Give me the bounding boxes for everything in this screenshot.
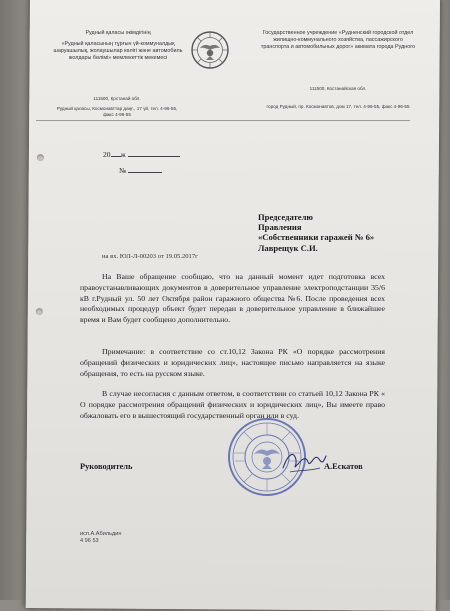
letterhead-kazakh-postal: 111500, Қостанай обл. — [93, 96, 141, 101]
letterhead-russian — [260, 30, 416, 51]
paragraph-text: В случае несогласия с данным ответом, в соответствии со статьей 10,12 Закона РК « О порядке рассмотрения обращений физических и юридических лиц», Вы имеете право обжаловать его в вышестоящий государственный орган или в суд. — [80, 389, 385, 420]
addressee-line-4: Лаврещук С.И. — [258, 242, 318, 253]
letter-body-paragraph-2 — [80, 347, 385, 379]
letterhead-kazakh-address — [52, 96, 182, 119]
letterhead-russian-address — [262, 86, 414, 110]
state-emblem-icon — [190, 30, 230, 70]
addressee-line-3: «Собственники гаражей № 6» — [258, 232, 375, 243]
letterhead-kazakh-title: Рудный қаласы әкімдігінің — [85, 30, 151, 36]
paragraph-text: На Ваше обращение сообщаю, что на данный момент идет подготовка всех правоустанавливающих документов в доверительное управление электроподстанции 35/6 кВ г.Рудный ул. 50 лет Октября район гаражного общества №6. После проведения всех необходимых процедур объект будет передан в доверительное управление в ближайшее время и Вам будет сообщено дополнительно. — [80, 272, 385, 325]
number-label: № — [119, 166, 127, 175]
addressee-line-2: Правления — [258, 222, 302, 233]
year-prefix: 20 — [103, 150, 111, 159]
addressee-block — [258, 212, 374, 253]
executor-block — [80, 531, 122, 545]
year-suffix: ж — [120, 150, 126, 159]
letterhead-kazakh-org: «Рудный қаласының тұрғын үй-коммуналдық шаруашылық, жолаушылар көлігі және автомобиль жолдары бөлімі» мемлекеттік мекемесі — [53, 41, 183, 61]
letterhead-kazakh — [48, 30, 188, 62]
letterhead-kazakh-street: Рудный қаласы, Космонавттар даңғ., 17 үй, тел. 4-96-55, факс 4-96-55 — [56, 106, 178, 118]
letterhead-russian-postal: 111500, Костанайская обл. — [309, 86, 367, 91]
letterhead-russian-street: город Рудный, пр. Космонавтов, дом 17, тел. 4-96-55, факс 4-96-55 — [266, 104, 410, 110]
incoming-reference: на вх. ЮЛ-Л-00203 от 19.05.2017г — [102, 253, 198, 260]
handwritten-signature-icon — [280, 446, 328, 476]
letterhead-russian-org: Государственное учреждение «Рудненский городской отдел жилищно-коммунального хозяйства, пассажирского транспорта и автомобильных дорог» акимата города Рудного — [260, 30, 416, 50]
signer-name: А.Ескатов — [324, 462, 363, 471]
punch-hole — [37, 154, 44, 161]
punch-hole — [36, 308, 43, 315]
outgoing-number-line — [119, 166, 162, 175]
signer-role: Руководитель — [80, 462, 133, 471]
outgoing-date-line — [103, 150, 180, 159]
letterhead-divider — [36, 120, 410, 121]
executor-phone: 4 96 53 — [80, 538, 99, 545]
addressee-line-1: Председателю — [258, 212, 313, 222]
letter-body-paragraph-1 — [80, 272, 385, 326]
paragraph-text: Примечание: в соответствие со ст.10,12 Закона РК «О порядке рассмотрения обращений физических и юридических лиц», настоящее письмо направляется на языке обращения, то есть на русском языке. — [80, 347, 385, 378]
executor-name: исп.А.Абильдин — [80, 531, 122, 537]
